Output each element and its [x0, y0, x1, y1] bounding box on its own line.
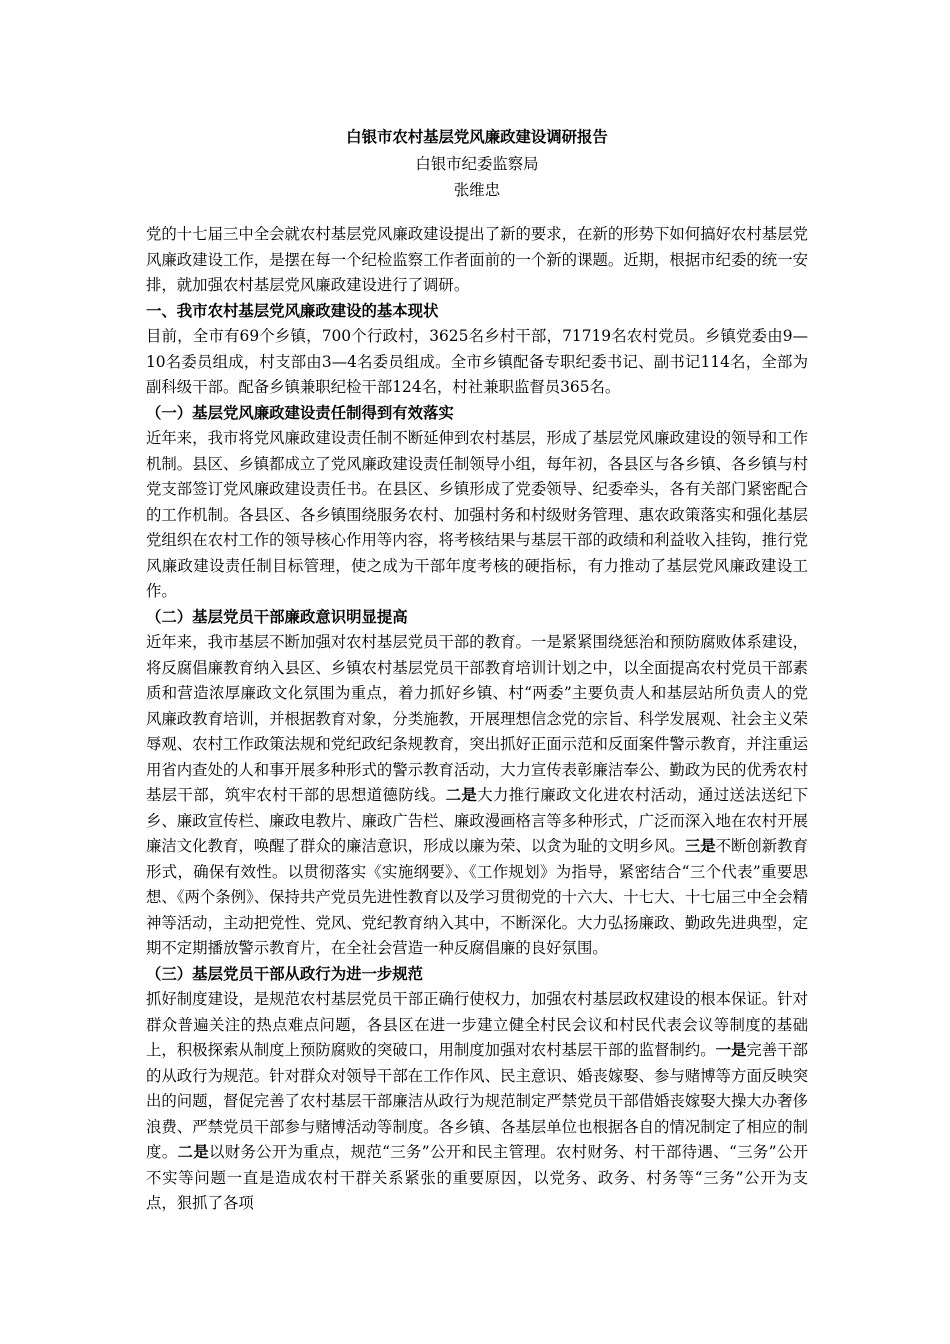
subsection2-text-3: 不断创新教育形式，确保有效性。以贯彻落实《实施纲要》、《工作规划》为指导，紧密结合“三个代表”重要思想、《两个条例》、保持共产党员先进性教育以及学习贯彻党的十六大、十七大、十七届三中全会精神等活动，主动把党性、党风、党纪教育纳入其中，不断深化。大力弘扬廉政、勤政先进典型，定期不定期播放警示教育片，在全社会营造一种反腐倡廉的良好氛围。	[146, 837, 808, 957]
subsection1-paragraph: 近年来，我市将党风廉政建设责任制不断延伸到农村基层，形成了基层党风廉政建设的领导和工作机制。县区、乡镇都成立了党风廉政建设责任制领导小组，每年初，各县区与各乡镇、各乡镇与村党支部签订党风廉政建设责任书。在县区、乡镇形成了党委领导、纪委牵头，各有关部门紧密配合的工作机制。各县区、各乡镇围绕服务农村、加强村务和村级财务管理、惠农政策落实和强化基层党组织在农村工作的领导核心作用等内容，将考核结果与基层干部的政绩和利益收入挂钩，推行党风廉政建设责任制目标管理，使之成为干部年度考核的硬指标，有力推动了基层党风廉政建设工作。	[146, 429, 808, 600]
document-author: 张维忠	[453, 180, 501, 199]
subsection2-marker-2: 二是	[445, 786, 478, 804]
title-spacer	[146, 203, 808, 222]
subsection2-marker-3: 三是	[684, 837, 716, 855]
subsection2-heading: （二）基层党员干部廉政意识明显提高	[146, 607, 408, 626]
subsection3-marker-1: 一是	[715, 1041, 747, 1059]
subsection3-heading: （三）基层党员干部从政行为进一步规范	[146, 964, 424, 983]
section1-paragraph: 目前，全市有69个乡镇，700个行政村，3625名乡村干部，71719名农村党员。乡镇党委由9—10名委员组成，村支部由3—4名委员组成。全市乡镇配备专职纪委书记、副书记114名，全部为副科级干部。配备乡镇兼职纪检干部124名，村社兼职监督员365名。	[146, 327, 808, 396]
subsection3-text-2: 完善干部的从政行为规范。针对群众对领导干部在工作作风、民主意识、婚丧嫁娶、参与赌博等方面反映突出的问题，督促完善了农村基层干部廉洁从政行为规范制定严禁党员干部借婚丧嫁娶大操大办奢侈浪费、严禁党员干部参与赌博活动等制度。各乡镇、各基层单位也根据各自的情况制定了相应的制度。	[146, 1041, 808, 1161]
subsection3-paragraph	[146, 987, 808, 1217]
subsection2-text-2: 大力推行廉政文化进农村活动，通过送法送纪下乡、廉政宣传栏、廉政电教片、廉政广告栏、廉政漫画格言等多种形式，广泛而深入地在农村开展廉洁文化教育，唤醒了群众的廉洁意识，形成以廉为荣、以贪为耻的文明乡风。	[146, 786, 808, 855]
subsection3-marker-2: 二是	[177, 1143, 209, 1161]
section1-heading: 一、我市农村基层党风廉政建设的基本现状	[146, 301, 439, 320]
document-organization: 白银市纪委监察局	[415, 155, 539, 173]
subsection2-text-1: 近年来，我市基层不断加强对农村基层党员干部的教育。一是紧紧围绕惩治和预防腐败体系建设，将反腐倡廉教育纳入县区、乡镇农村基层党员干部教育培训计划之中，以全面提高农村党员干部素质和营造浓厚廉政文化氛围为重点，着力抓好乡镇、村“两委”主要负责人和基层站所负责人的党风廉政教育培训，并根据教育对象，分类施教，开展理想信念党的宗旨、科学发展观、社会主义荣辱观、农村工作政策法规和党纪政纪条规教育，突出抓好正面示范和反面案件警示教育，并注重运用省内查处的人和事开展多种形式的警示教育活动，大力宣传表彰廉洁奉公、勤政为民的优秀农村基层干部，筑牢农村干部的思想道德防线。	[146, 633, 808, 804]
document-page	[146, 122, 808, 1217]
subsection1-heading: （一）基层党风廉政建设责任制得到有效落实	[146, 403, 454, 422]
subsection2-paragraph	[146, 630, 808, 962]
document-title: 白银市农村基层党风廉政建设调研报告	[346, 128, 608, 146]
subsection3-text-3: 以财务公开为重点，规范“三务”公开和民主管理。农村财务、村干部待遇、“三务”公开不实等问题一直是造成农村干群关系紧张的重要原因，以党务、政务、村务等“三务”公开为支点，狠抓了各项	[146, 1143, 808, 1212]
subsection3-text-1: 抓好制度建设，是规范农村基层党员干部正确行使权力，加强农村基层政权建设的根本保证。针对群众普遍关注的热点难点问题，各县区在进一步建立健全村民会议和村民代表会议等制度的基础上，积极探索从制度上预防腐败的突破口，用制度加强对农村基层干部的监督制约。	[146, 990, 808, 1059]
intro-paragraph: 党的十七届三中全会就农村基层党风廉政建设提出了新的要求，在新的形势下如何搞好农村基层党风廉政建设工作，是摆在每一个纪检监察工作者面前的一个新的课题。近期，根据市纪委的统一安排，就加强农村基层党风廉政建设进行了调研。	[146, 225, 808, 294]
